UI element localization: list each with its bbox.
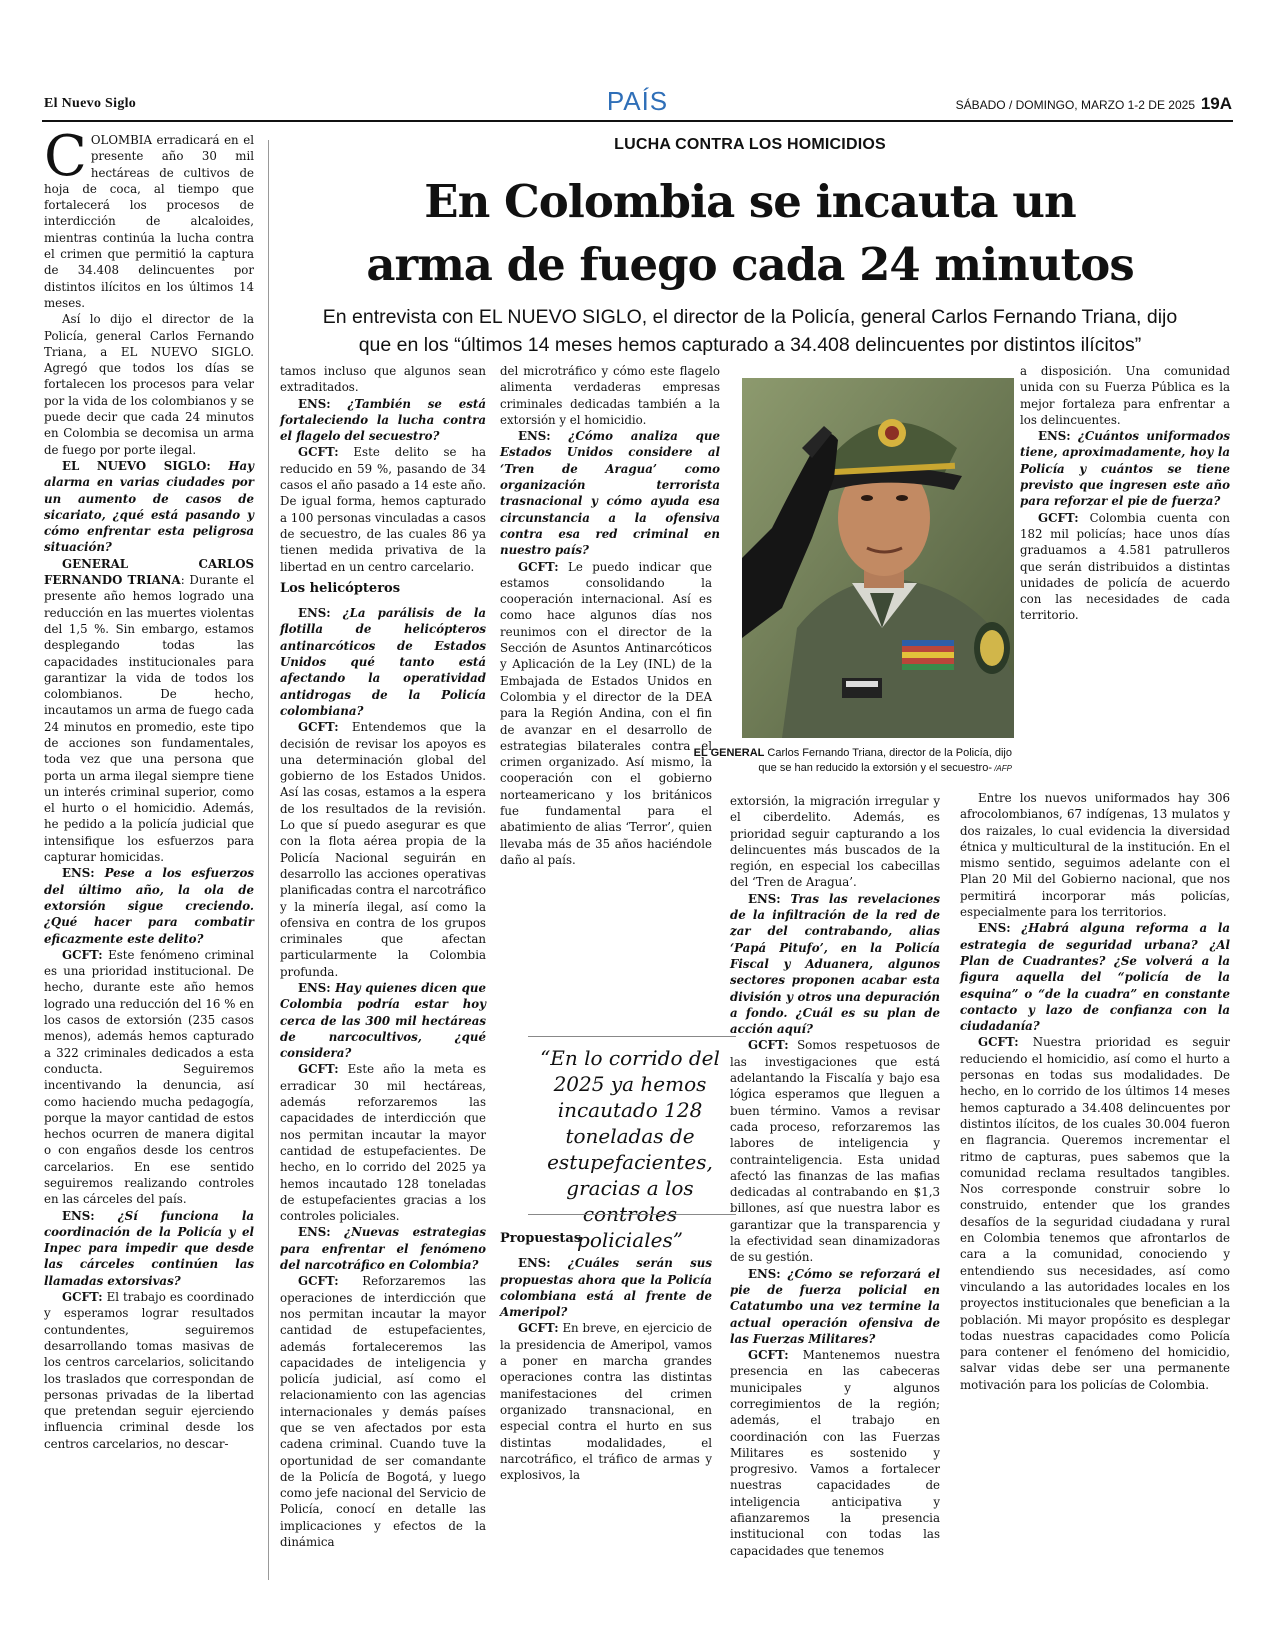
drop-cap: C — [44, 124, 87, 189]
speaker-label: ENS: — [518, 429, 551, 444]
question — [280, 980, 486, 1061]
question — [280, 605, 486, 719]
paragraph: Así lo dijo el director de la Policía, general Carlos Fernando Triana, a EL NUEVO SIGLO. Agregó que todos los días se fortalecen los procesos para velar por la vida de los colombianos y se puede decir que cada 24 minutos en Colombia se decomisa un arma de fuego por porte ilegal. — [44, 312, 254, 457]
speaker-label: GCFT: — [298, 1274, 339, 1289]
headline-line-1: En Colombia se incauta un — [424, 175, 1076, 228]
column-5-continued — [960, 790, 1230, 1393]
answer-text: Este año la meta es erradicar 30 mil hectáreas, además reforzaremos las capacidades de interdicción que nos permitan incautar la mayor cantidad de estupefacientes. De hecho, en lo corrido del 2025 ya hemos incautado 128 toneladas de estupefacientes gracias a los controles policiales. — [280, 1062, 486, 1224]
answer-text: Le puedo indicar que estamos consolidando la cooperación internacional. Así es como hace algunos días nos reunimos con el director de la Sección de Asuntos Antinarcóticos y Aplicación de la Ley (INL) de la Embajada de Estados Unidos en Colombia y el director de la DEA para la Región Andina, con el fin de avanzar en el desarrollo de estrategias bilaterales contra el crimen organizado. Así mismo, la cooperación con el gobierno norteamericano y los británicos fue fundamental para el abatimiento de alias ‘Terror’, quien llevaba más de 35 años haciéndole daño al país. — [500, 559, 712, 867]
speaker-label: GCFT: — [518, 559, 559, 574]
question-text: Hay quienes dicen que Colombia podría estar hoy cerca de las 300 mil hectáreas de narcocultivos, ¿qué considera? — [280, 980, 486, 1061]
question-text: ¿También se está fortaleciendo la lucha contra el flagelo del secuestro? — [280, 396, 486, 444]
question — [280, 396, 486, 445]
speaker-label: ENS: — [298, 396, 331, 411]
photo-caption — [677, 746, 1012, 776]
answer-text: Reforzaremos las operaciones de interdicción que nos permitan incautar la mayor cantidad de estupefacientes, además fortaleceremos las capacidades de inteligencia y policía judicial, así como el relacionamiento con las agencias internacionales y demás países que se ven afectados por esta cadena criminal. Cuando tuve la oportunidad de ser comandante de la Policía de Bogotá, y luego como jefe nacional del Servicio de Policía, conocí en detalle las implicaciones y efectos de la dinámica — [280, 1274, 486, 1550]
paragraph: tamos incluso que algunos sean extraditados. — [280, 364, 486, 395]
answer — [280, 719, 486, 980]
header-rule — [42, 120, 1233, 122]
answer — [280, 444, 486, 574]
answer — [280, 1273, 486, 1550]
answer — [1020, 510, 1230, 624]
answer-text: Nuestra prioridad es seguir reduciendo el homicidio, así como el hurto a personas en todas sus modalidades. De hecho, en lo corrido de los últimos 14 meses hemos capturado a 34.408 delincuentes por distintos ilícitos, de los cuales 30.004 fueron en flagrancia. Queremos incrementar el ritmo de capturas, pues sabemos que la comunidad reclama resultados tangibles. Nos corresponde construir sobre lo construido, entender que los grandes desafíos de la seguridad ciudadana y rural en Colombia tenemos que afrontarlos de cara a la comunidad, conociendo y entendiendo sus necesidades, así como vinculando a las autoridades locales en los proyectos institucionales que benefician a la población. Mi mayor propósito es desplegar todas nuestras capacidades como Policía para contener el fenómeno del homicidio, salvar vidas debe ser una permanente motivación para los policías de Colombia. — [960, 1035, 1230, 1392]
column-4 — [730, 793, 940, 1559]
paragraph: del microtráfico y cómo este flagelo alimenta verdaderas empresas criminales dedicadas también a la extorsión y el homicidio. — [500, 364, 720, 427]
answer — [44, 556, 254, 866]
column-3-continued — [500, 1225, 712, 1483]
speaker-label: GCFT: — [62, 947, 103, 962]
column-5 — [1020, 363, 1230, 624]
question — [1020, 428, 1230, 509]
question-text: ¿Habrá alguna reforma a la estrategia de seguridad urbana? ¿Al Plan de Cuadrantes? ¿Se volverá a la figura aquella del “policía de la esquina” o “de la cuadra” en constante contacto y lazo de confianza con la ciudadanía? — [960, 921, 1230, 1034]
section-subhead: Propuestas — [500, 1231, 582, 1246]
subhead-line-2: que en los “últimos 14 meses hemos capturado a 34.408 delincuentes por distintos ilícitos” — [358, 334, 1142, 356]
question — [44, 865, 254, 946]
speaker-label: GCFT: — [978, 1035, 1019, 1050]
speaker-label: ENS: — [748, 1266, 781, 1281]
answer-text: En breve, en ejercicio de la presidencia de Ameripol, vamos a poner en marcha grandes operaciones contra las distintas manifestaciones del crimen organizado transnacional, en especial contra el hurto en sus distintas modalidades, el narcotráfico, el tráfico de armas y explosivos, la — [500, 1321, 712, 1483]
speaker-label: GCFT: — [518, 1321, 559, 1336]
speaker-label: ENS: — [62, 1208, 95, 1223]
answer — [500, 1320, 712, 1483]
speaker-label: GCFT: — [298, 720, 339, 735]
question — [44, 458, 254, 556]
answer-text: Este fenómeno criminal es una prioridad institucional. De hecho, durante este año hemos logrado una reducción del 16 % en los casos de extorsión (235 casos menos), además hemos capturado a 322 criminales dedicados a esta conducta. Seguiremos incentivando la denuncia, así como haciendo mucha pedagogía, porque la mayor cantidad de estos hechos ocurren de manera digital o con engaños desde los centros carcelarios. En ese sentido seguiremos realizando controles en las cárceles del país. — [44, 947, 254, 1207]
photo-credit: /AFP — [991, 764, 1012, 773]
answer — [730, 1347, 940, 1559]
issue-date: SÁBADO / DOMINGO, MARZO 1-2 DE 2025 — [955, 98, 1195, 112]
subheadline — [290, 303, 1210, 359]
question-text: ¿Cuántos uniformados tiene, aproximadamente, hoy la Policía y cuántos se tiene previsto que ingresen este año para reforzar el pie de fuerza? — [1020, 429, 1230, 509]
paragraph: Entre los nuevos uniformados hay 306 afrocolombianos, 67 indígenas, 13 mulatos y dos raizales, lo cual evidencia la diversidad étnica y multicultural de la institución. En el mismo sentido, seguimos adelante con el Plan 20 Mil del Gobierno nacional, que nos permitirá incorporar más policías, especialmente para los territorios. — [960, 791, 1230, 920]
speaker-label: ENS: — [978, 921, 1011, 936]
masthead: El Nuevo Siglo — [44, 96, 137, 111]
paragraph: a disposición. Una comunidad unida con su Fuerza Pública es la mejor fortaleza para enfrentar a los delincuentes. — [1020, 364, 1230, 427]
caption-text: Carlos Fernando Triana, director de la Policía, dijo que se han reducido la extorsión y el secuestro- — [758, 747, 1012, 774]
answer — [500, 559, 712, 869]
lead-paragraph — [44, 124, 254, 311]
pullquote-rule-bottom — [528, 1214, 736, 1215]
kicker: LUCHA CONTRA LOS HOMICIDIOS — [614, 136, 886, 153]
speaker-label: ENS: — [298, 606, 331, 621]
speaker-label: EL NUEVO SIGLO: — [62, 458, 211, 473]
speaker-label: GENERAL CARLOS FERNANDO TRIANA — [44, 556, 254, 588]
question — [730, 1266, 940, 1347]
speaker-label: ENS: — [62, 866, 95, 881]
answer-text: Colombia cuenta con 182 mil policías; hace unos días graduamos a 4.581 patrulleros que serán distribuidos a distintas unidades de policía de acuerdo con las necesidades de cada territorio. — [1020, 510, 1230, 623]
pullquote-rule-top — [528, 1036, 736, 1037]
answer — [44, 947, 254, 1208]
question-text: ¿Cómo se reforzará el pie de fuerza policial en Catatumbo una vez termine la actual operación ofensiva de las Fuerzas Militares? — [730, 1266, 940, 1346]
column-divider — [268, 140, 269, 1580]
speaker-label: GCFT: — [62, 1290, 103, 1305]
question — [44, 1208, 254, 1289]
question-text: ¿Cómo analiza que Estados Unidos considere al ‘Tren de Aragua’ como organización terrorista trasnacional y cómo ayuda esa circunstancia a la ofensiva contra esa red criminal en nuestro país? — [500, 429, 720, 558]
question — [960, 920, 1230, 1034]
answer-text: Somos respetuosos de las investigaciones que está adelantando la Fiscalía y bajo esa lógica esperamos que lleguen a buen término. Vamos a revisar cada proceso, reforzaremos las labores de inteligencia y contrainteligencia. Esta unidad afectó las finanzas de las mafias dedicadas al contrabando en $1,3 billones, así que nuestra labor es garantizar que la transparencia y la efectividad sean dinamizadoras de su gestión. — [730, 1038, 940, 1265]
speaker-label: ENS: — [748, 891, 781, 906]
section-subhead: Los helicópteros — [280, 580, 401, 596]
paragraph-text: OLOMBIA erradicará en el presente año 30 mil hectáreas de cultivos de hoja de coca, al tiempo que fortalecerá los procesos de interdicción de alcaloides, mientras continúa la lucha contra el crimen que permitió la captura de 34.408 delincuentes por distintos ilícitos en los últimos 14 meses. — [44, 133, 254, 310]
page-number: 19A — [1200, 94, 1232, 113]
speaker-label: GCFT: — [748, 1348, 789, 1363]
speaker-label: ENS: — [298, 980, 331, 995]
question-text: ¿Nuevas estrategias para enfrentar el fenómeno del narcotráfico en Colombia? — [280, 1225, 486, 1273]
question-text: ¿Cuáles serán sus propuestas ahora que la Policía colombiana está al frente de Ameripol? — [500, 1256, 712, 1320]
subhead-line-1: En entrevista con EL NUEVO SIGLO, el director de la Policía, general Carlos Fernando Triana, dijo — [322, 306, 1178, 328]
column-3 — [500, 363, 720, 868]
answer — [960, 1034, 1230, 1393]
headline — [300, 170, 1200, 296]
answer — [44, 1289, 254, 1452]
speaker-label: GCFT: — [748, 1038, 789, 1053]
question — [500, 1255, 712, 1320]
column-1 — [44, 124, 254, 1452]
speaker-label: ENS: — [298, 1225, 331, 1240]
column-2 — [280, 363, 486, 1550]
paragraph: extorsión, la migración irregular y el ciberdelito. Además, es prioridad seguir capturando a los delincuentes más buscados de la región, en especial los cabecillas del ‘Tren de Aragua’. — [730, 794, 940, 890]
question-text: Hay alarma en varias ciudades por un aumento de casos de sicariato, ¿qué está pasando y cómo enfrentar esta peligrosa situación? — [44, 458, 254, 555]
question — [280, 1224, 486, 1273]
speaker-label: ENS: — [518, 1256, 551, 1271]
answer — [280, 1061, 486, 1224]
speaker-label: ENS: — [1038, 429, 1071, 444]
answer-text: Este delito se ha reducido en 59 %, pasando de 34 casos el año pasado a 14 este año. De igual forma, hemos capturado a 100 personas vinculadas a casos de secuestro, de las cuales 86 ya tienen medida privativa de la libertad en un centro carcelario. — [280, 445, 486, 574]
speaker-label: GCFT: — [298, 1062, 339, 1077]
question — [500, 428, 720, 558]
question — [730, 891, 940, 1038]
headline-line-2: arma de fuego cada 24 minutos — [366, 238, 1134, 291]
answer-text: Entendemos que la decisión de revisar los apoyos es una determinación global del gobierno de los Estados Unidos. Así las cosas, estamos a la espera de los resultados de la revisión. Lo que sí puedo asegurar es que con la flota aérea propia de la Policía Nacional seguirán en desarrollo las acciones operativas planificadas contra el narcotráfico y la minería ilegal, así como la ofensiva en contra de los grupos criminales que afectan particularmente la Colombia profunda. — [280, 720, 486, 979]
answer-text: : Durante el presente año hemos logrado una reducción en las muertes violentas del 1,5 %. Sin embargo, estamos desplegando todas las capacidades institucionales para garantizar la vida de todos los colombianos. De hecho, incautamos un arma de fuego cada 24 minutos en promedio, este tipo de acciones son fundamentales, toda vez que una persona que porta un arma ilegal siempre tiene un interés criminal superior, como el hurto o el homicidio. Además, he pedido a la policía judicial que intensifique los esfuerzos para capturar homicidas. — [44, 573, 254, 865]
general-photo — [742, 378, 1014, 738]
pull-quote: “En lo corrido del 2025 ya hemos incautado 128 toneladas de estupefacientes, gracias a los controles policiales” — [540, 1046, 720, 1252]
answer — [730, 1037, 940, 1265]
section-title: PAÍS — [606, 86, 669, 116]
speaker-label: GCFT: — [1038, 510, 1079, 525]
answer-text: El trabajo es coordinado y esperamos lograr resultados contundentes, seguiremos desarrollando tomas masivas de los centros carcelarios, solicitando los traslados que correspondan de personas privadas de la libertad que pretendan seguir ejerciendo influencia criminal desde los centros carcelarios, no descar- — [44, 1290, 254, 1451]
photo-illustration — [742, 378, 1014, 738]
question-text: Pese a los esfuerzos del último año, la ola de extorsión sigue creciendo. ¿Qué hacer para combatir eficazmente este delito? — [44, 866, 254, 946]
caption-label: EL GENERAL — [693, 747, 765, 759]
question-text: ¿Sí funciona la coordinación de la Policía y el Inpec para impedir que desde las cárceles continúen las llamadas extorsivas? — [44, 1208, 254, 1288]
answer-text: Mantenemos nuestra presencia en las cabeceras municipales y algunos corregimientos de la región; además, el trabajo en coordinación con las Fuerzas Militares es sostenido y progresivo. Vamos a fortalecer nuestras capacidades de inteligencia anticipativa y afianzaremos la presencia institucional con todas las capacidades que tenemos — [730, 1348, 940, 1558]
question-text: ¿La parálisis de la flotilla de helicópteros antinarcóticos de Estados Unidos qué tanto está afectando la operatividad antidrogas de la Policía colombiana? — [280, 606, 486, 718]
speaker-label: GCFT: — [298, 445, 339, 460]
question-text: Tras las revelaciones de la infiltración de la red de zar del contrabando, alias ‘Papá Pitufo’, en la Policía Fiscal y Aduanera, algunos sectores proponen acabar esta división y otros una depuración a fondo. ¿Cuál es su plan de acción aquí? — [730, 891, 940, 1037]
